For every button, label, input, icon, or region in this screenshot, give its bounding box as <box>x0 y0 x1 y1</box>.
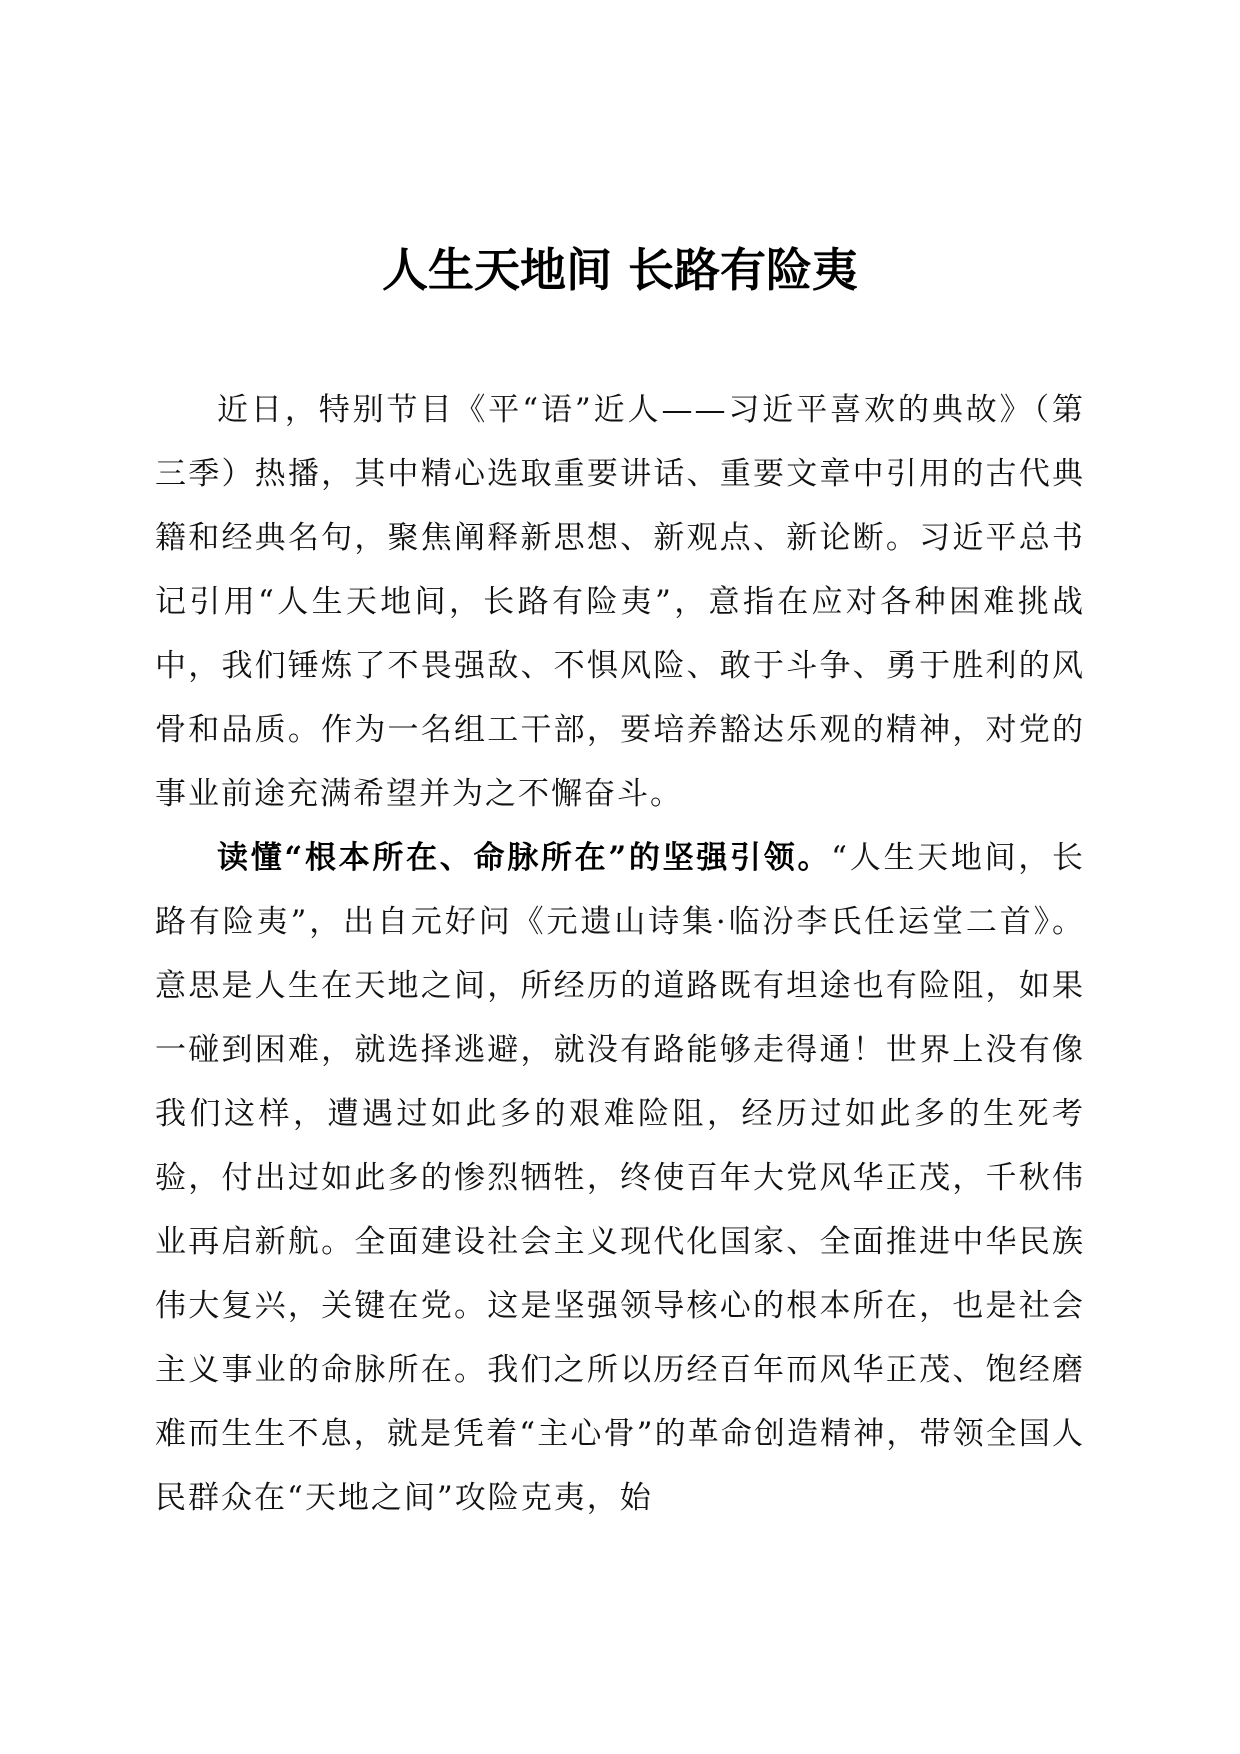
paragraph-2-text: “人生天地间，长路有险夷”，出自元好问《元遗山诗集·临汾李氏任运堂二首》。意思是人生在天地之间，所经历的道路既有坦途也有险阻，如果一碰到困难，就选择逃避，就没有路能够走得通！世界上没有像我们这样，遭遇过如此多的艰难险阻，经历过如此多的生死考验，付出过如此多的惨烈牺牲，终使百年大党风华正茂，千秋伟业再启新航。全面建设社会主义现代化国家、全面推进中华民族伟大复兴，关键在党。这是坚强领导核心的根本所在，也是社会主义事业的命脉所在。我们之所以历经百年而风华正茂、饱经磨难而生生不息，就是凭着“主心骨”的革命创造精神，带领全国人民群众在“天地之间”攻险克夷，始 <box>155 840 1085 1516</box>
document-title: 人生天地间 长路有险夷 <box>381 243 858 297</box>
paragraph-1-text: 近日，特别节目《平“语”近人——习近平喜欢的典故》（第三季）热播，其中精心选取重要讲话、重要文章中引用的古代典籍和经典名句，聚焦阐释新思想、新观点、新论断。习近平总书记引用“人生天地间，长路有险夷”，意指在应对各种困难挑战中，我们锤炼了不畏强敌、不惧风险、敢于斗争、勇于胜利的风骨和品质。作为一名组工干部，要培养豁达乐观的精神，对党的事业前途充满希望并为之不懈奋斗。 <box>155 392 1085 812</box>
paragraph-2-lead: 读懂“根本所在、命脉所在”的坚强引领。 <box>217 840 832 876</box>
document-body <box>155 378 1085 1530</box>
paragraph-2 <box>155 826 1085 1530</box>
paragraph-1 <box>155 378 1085 826</box>
